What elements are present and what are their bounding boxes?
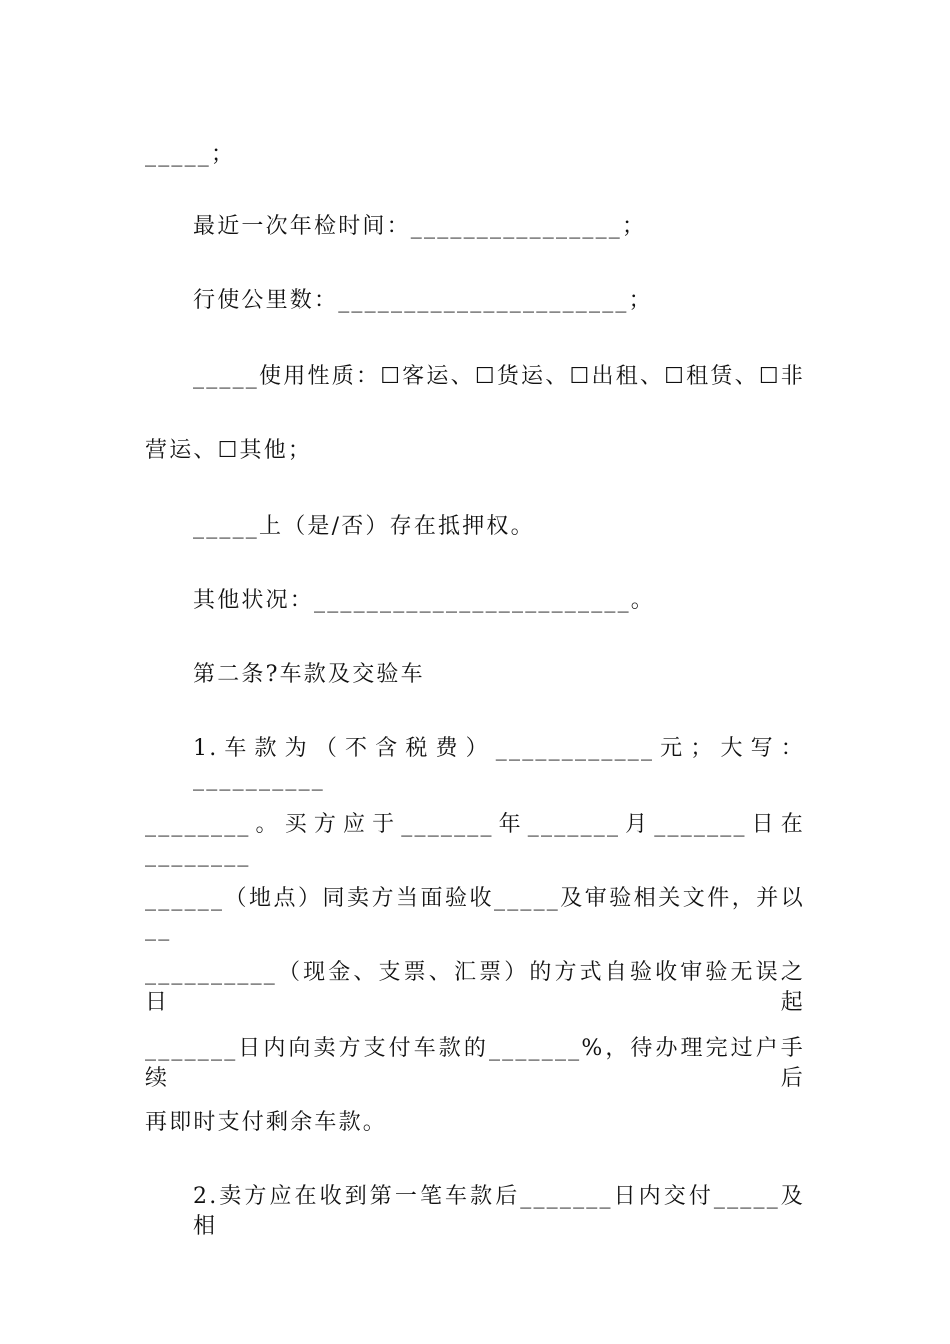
text-line-inspection-date: 最近一次年检时间：________________；: [193, 214, 647, 239]
text-line-other-status: 其他状况：________________________。: [193, 588, 656, 613]
text-line-mileage: 行使公里数：______________________；: [193, 288, 653, 313]
text-line-usage-type: _____使用性质：☐客运、☐货运、☐出租、☐租赁、☐非: [193, 364, 805, 389]
text-line-mortgage: _____上（是/否）存在抵押权。: [193, 514, 535, 539]
text-line-payment-method: __________（现金、支票、汇票）的方式自验收审验无误之日起: [145, 960, 805, 1015]
text-line-payment-date: ________。买方应于_______年_______月_______日在________: [145, 812, 805, 867]
text-line-price: 1.车款为（不含税费）____________元；大写：__________: [193, 736, 805, 791]
text-line-remaining-payment: 再即时支付剩余车款。: [145, 1110, 388, 1135]
text-line-inspection-location: ______（地点）同卖方当面验收_____及审验相关文件，并以__: [145, 886, 805, 941]
text-line-payment-percent: _______日内向卖方支付车款的_______%，待办理完过户手续后: [145, 1036, 805, 1091]
text-line-delivery: 2.卖方应在收到第一笔车款后_______日内交付_____及相: [193, 1184, 805, 1239]
text-line-usage-type-cont: 营运、☐其他；: [145, 438, 313, 463]
text-line-1: _____；: [145, 142, 236, 167]
article-two-heading: 第二条?车款及交验车: [193, 662, 425, 687]
